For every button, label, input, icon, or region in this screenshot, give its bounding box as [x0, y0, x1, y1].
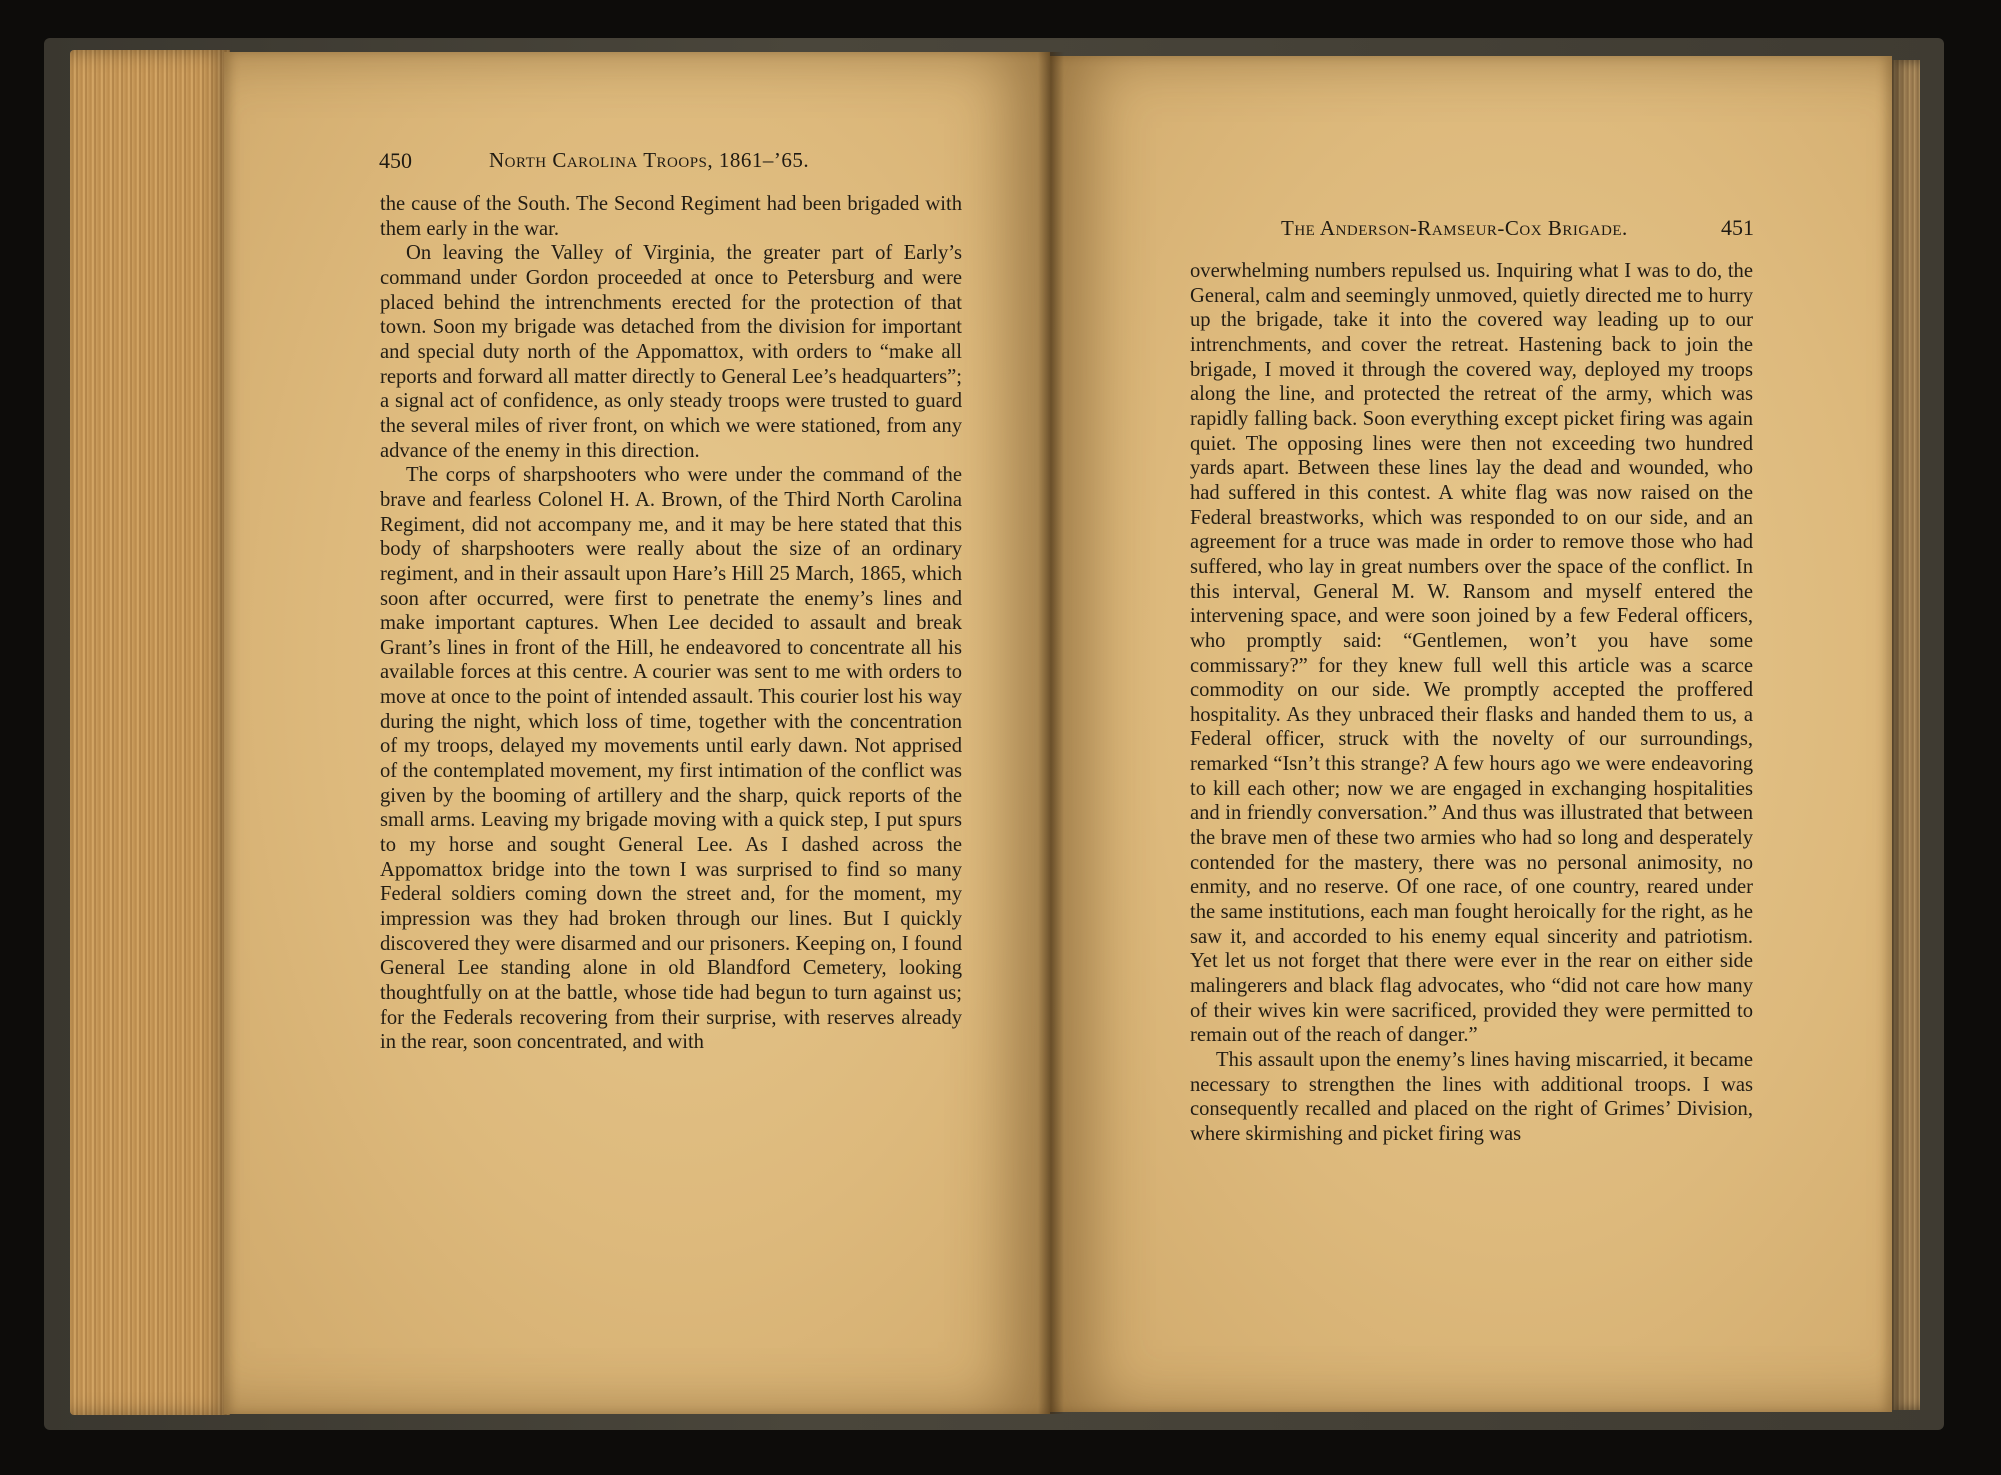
page-edges-right: [1890, 60, 1920, 1410]
left-body-text: [380, 192, 962, 1055]
left-paragraph-2: On leaving the Valley of Virginia, the greater part of Early’s command under Gordon proceeded at once to Petersburg and were placed behind the intrenchments erected for the protection of that town. Soon my brigade was detached from the division for important and special duty north of the Appomattox, with orders to “make all reports and forward all matter directly to General Lee’s headquarters”; a signal act of confidence, as only steady troops were trusted to guard the several miles of river front, on which we were stationed, from any advance of the enemy in this direction.: [380, 242, 962, 462]
left-paragraph-3: The corps of sharpshooters who were under the command of the brave and fearless Colonel H. A. Brown, of the Third North Carolina Regiment, did not accompany me, and it may be here stated that this body of sharpshooters were really about the size of an ordinary regiment, and in their assault upon Hare’s Hill 25 March, 1865, which soon after occurred, were first to penetrate the enemy’s lines and make important captures. When Lee decided to assault and break Grant’s lines in front of the Hill, he endeavored to concentrate all his available forces at this centre. A courier was sent to me with orders to move at once to the point of intended assault. This courier lost his way during the night, which loss of time, together with the concentration of my troops, delayed my movements until early dawn. Not apprised of the contemplated movement, my first intimation of the conflict was given by the booming of artillery and the sharp, quick reports of the small arms. Leaving my brigade moving with a quick step, I put spurs to my horse and sought General Lee. As I dashed across the Appomattox bridge into the town I was surprised to find so many Federal soldiers coming down the street and, for the moment, my impression was they had broken through our lines. But I quickly discovered they were disarmed and our prisoners. Keeping on, I found General Lee standing alone in old Blandford Cemetery, looking thoughtfully on at the battle, whose tide had begun to turn against us; for the Federals recovering from their surprise, with reserves already in the rear, soon concentrated, and with: [380, 464, 962, 1054]
left-running-head: North Carolina Troops, 1861–’65.: [489, 148, 810, 172]
left-page-number: 450: [379, 148, 412, 173]
right-body-text: [1190, 259, 1753, 1147]
right-page-number: 451: [1721, 215, 1754, 240]
book-gutter: [1038, 52, 1064, 1414]
right-page: [1050, 56, 1892, 1412]
left-paragraph-1: the cause of the South. The Second Regiment had been brigaded with them early in the war.: [380, 193, 962, 240]
right-paragraph-1: overwhelming numbers repulsed us. Inquiring what I was to do, the General, calm and seemingly unmoved, quietly directed me to hurry up the brigade, take it into the covered way leading up to our intrenchments, and cover the retreat. Hastening back to join the brigade, I moved it through the covered way, deployed my troops along the line, and protected the retreat of the army, which was rapidly falling back. Soon everything except picket firing was again quiet. The opposing lines were then not exceeding two hundred yards apart. Between these lines lay the dead and wounded, who had suffered in this contest. A white flag was now raised on the Federal breastworks, which was responded to on our side, and an agreement for a truce was made in order to remove those who had suffered, who lay in great numbers over the space of the conflict. In this interval, General M. W. Ransom and myself entered the intervening space, and were soon joined by a few Federal officers, who promptly said: “Gentlemen, won’t you have some commissary?” for they knew full well this article was a scarce commodity on our side. We promptly accepted the proffered hospitality. As they unbraced their flasks and handed them to us, a Federal officer, struck with the novelty of our surroundings, remarked “Isn’t this strange? A few hours ago we were endeavoring to kill each other; now we are engaged in exchanging hospitalities and in friendly conversation.” And thus was illustrated that between the brave men of these two armies who had so long and desperately contended for the mastery, there was no personal animosity, no enmity, and no reserve. Of one race, of one country, reared under the same institutions, each man fought heroically for the right, as he saw it, and accorded to his enemy equal sincerity and patriotism. Yet let us not forget that there were ever in the rear on either side malingerers and black flag advocates, who “did not care how many of their wives kin were sacrificed, provided they were permitted to remain out of the reach of danger.”: [1190, 260, 1753, 1047]
page-edges-left: [70, 50, 230, 1415]
right-paragraph-2: This assault upon the enemy’s lines having miscarried, it became necessary to strengthen the lines with additional troops. I was consequently recalled and placed on the right of Grimes’ Division, where skirmishing and picket firing was: [1190, 1049, 1753, 1145]
right-running-head: The Anderson-Ramseur-Cox Brigade.: [1281, 216, 1628, 240]
left-page: [224, 52, 1050, 1414]
